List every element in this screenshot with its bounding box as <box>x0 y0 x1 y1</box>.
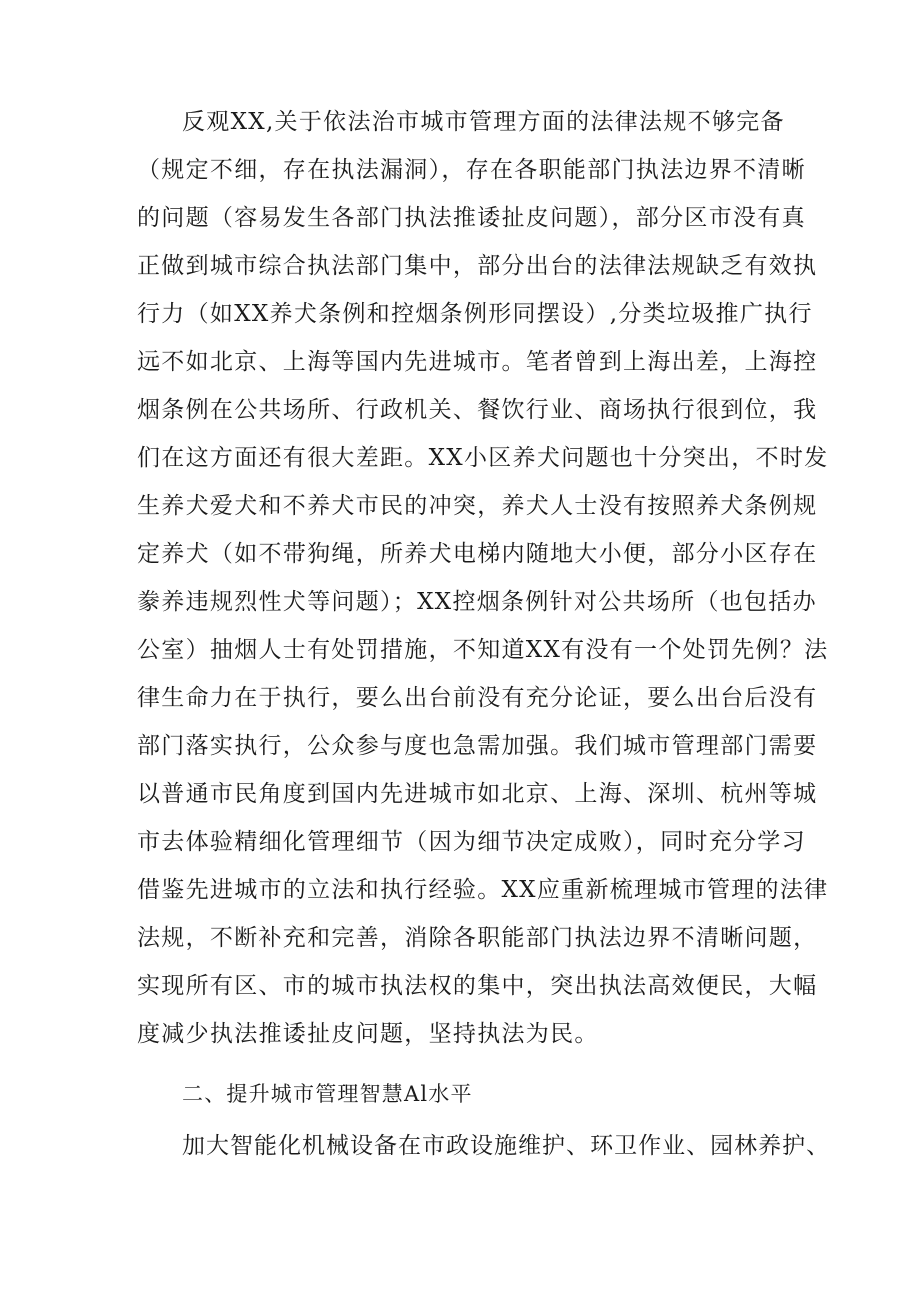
paragraph-line: （规定不细，存在执法漏洞），存在各职能部门执法边界不清晰 <box>137 157 806 183</box>
paragraph-line: 以普通市民角度到国内先进城市如北京、上海、深圳、杭州等城 <box>137 781 818 807</box>
paragraph-line: 部门落实执行，公众参与度也急需加强。我们城市管理部门需要 <box>137 733 818 759</box>
paragraph-line: 行力（如XX养犬条例和控烟条例形同摆设）,分类垃圾推广执行 <box>137 301 813 327</box>
paragraph-line: 反观XX,关于依法治市城市管理方面的法律法规不够完备 <box>182 109 785 135</box>
paragraph-line: 生养犬爱犬和不养犬市民的冲突，养犬人士没有按照养犬条例规 <box>137 493 818 519</box>
paragraph-line: 的问题（容易发生各部门执法推诿扯皮问题），部分区市没有真 <box>137 205 806 231</box>
paragraph-line: 公室）抽烟人士有处罚措施，不知道XX有没有一个处罚先例？法 <box>137 637 829 663</box>
paragraph-line: 正做到城市综合执法部门集中，部分出台的法律法规缺乏有效执 <box>137 253 818 279</box>
paragraph-line: 加大智能化机械设备在市政设施维护、环卫作业、园林养护、 <box>182 1133 831 1159</box>
paragraph-line: 律生命力在于执行，要么出台前没有充分论证，要么出台后没有 <box>137 685 818 711</box>
paragraph-line: 豢养违规烈性犬等问题）；XX控烟条例针对公共场所（也包括办 <box>137 589 817 615</box>
paragraph-line: 实现所有区、市的城市执法权的集中，突出执法高效便民，大幅 <box>137 973 818 999</box>
paragraph-line: 们在这方面还有很大差距。XX小区养犬问题也十分突出，不时发 <box>137 445 829 471</box>
section-heading: 二、提升城市管理智慧Al水平 <box>182 1082 473 1106</box>
paragraph-line: 法规，不断补充和完善，消除各职能部门执法边界不清晰问题， <box>137 925 818 951</box>
paragraph-line: 定养犬（如不带狗绳，所养犬电梯内随地大小便，部分小区存在 <box>137 541 818 567</box>
paragraph-line: 度减少执法推诿扯皮问题，坚持执法为民。 <box>137 1021 599 1047</box>
paragraph-line: 借鉴先进城市的立法和执行经验。XX应重新梳理城市管理的法律 <box>137 877 829 903</box>
paragraph-line: 烟条例在公共场所、行政机关、餐饮行业、商场执行很到位，我 <box>137 397 818 423</box>
paragraph-line: 市去体验精细化管理细节（因为细节决定成败），同时充分学习 <box>137 829 806 855</box>
paragraph-line: 远不如北京、上海等国内先进城市。笔者曾到上海出差，上海控 <box>137 349 818 375</box>
